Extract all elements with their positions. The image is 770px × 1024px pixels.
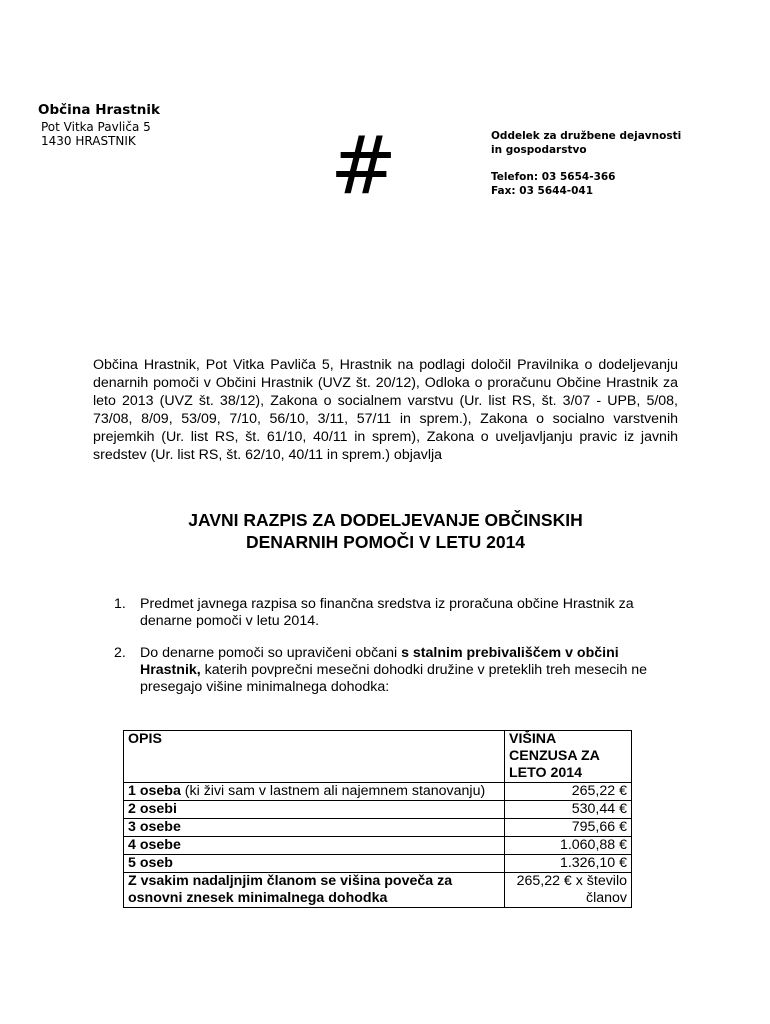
table-row: [124, 783, 632, 801]
row-label-bold: 2 osebi: [128, 801, 177, 817]
intro-paragraph: Občina Hrastnik, Pot Vitka Pavliča 5, Hrastnik na podlagi določil Pravilnika o dodeljevanju denarnih pomoči v Občini Hrastnik (UVZ št. 20/12), Odloka o proračunu Občine Hrastnik za leto 2013 (UVZ št. 38/12), Zakona o socialnem varstvu (Ur. list RS, št. 3/07 - UPB, 5/08, 73/08, 8/09, 53/09, 7/10, 56/10, 3/11, 57/11 in sprem.), Zakona o socialno varstvenih prejemkih (Ur. list RS, št. 61/10, 40/11 in sprem), Zakona o uveljavljanju pravic iz javnih sredstev (Ur. list RS, št. 62/10, 40/11 in sprem.) objavlja: [93, 357, 678, 463]
row-amount: 1.326,10 €: [505, 855, 632, 873]
department-line-1: Oddelek za družbene dejavnosti: [491, 130, 682, 142]
table-row: [124, 873, 632, 908]
phone-number: Telefon: 03 5654-366: [491, 171, 616, 183]
department-contact: [491, 130, 681, 198]
census-table: [123, 730, 632, 908]
row-label-bold: 5 oseb: [128, 855, 173, 871]
column-header-description: OPIS: [124, 731, 505, 783]
document-title: [93, 509, 678, 553]
row-label-bold: Z vsakim nadaljnjim članom se višina poveča za osnovni znesek minimalnega dohodka: [128, 873, 453, 906]
row-amount: 795,66 €: [505, 819, 632, 837]
fax-number: Fax: 03 5644-041: [491, 184, 594, 197]
municipality-crest: #: [330, 119, 398, 212]
list-item-text: [140, 645, 679, 696]
table-row: [124, 801, 632, 819]
list-item-text: Predmet javnega razpisa so finančna sredstva iz proračuna občine Hrastnik za denarne pomoči v letu 2014.: [140, 596, 634, 629]
row-label-note: (ki živi sam v lastnem ali najemnem stanovanju): [180, 783, 486, 799]
table-row: [124, 819, 632, 837]
row-label: [124, 837, 505, 855]
list-item-number: 1.: [114, 596, 126, 612]
row-label-bold: 4 osebe: [128, 837, 181, 853]
row-amount: 530,44 €: [505, 801, 632, 819]
table-header-row: [124, 731, 632, 783]
list-item-number: 2.: [114, 645, 126, 661]
address-line-street: Pot Vitka Pavliča 5: [41, 120, 151, 134]
title-line-2: DENARNIH POMOČI V LETU 2014: [245, 532, 526, 552]
list-item-text-end: katerih povprečni mesečni dohodki družine v preteklih treh mesecih ne presegajo višine minimalnega dohodka:: [140, 662, 648, 695]
row-label: [124, 801, 505, 819]
list-item-text-start: Do denarne pomoči so upravičeni občani: [140, 645, 402, 661]
row-label: [124, 855, 505, 873]
address-line-city: 1430 HRASTNIK: [41, 134, 136, 148]
row-amount: 265,22 €: [505, 783, 632, 801]
department-line-2: in gospodarstvo: [491, 143, 587, 156]
row-amount: 1.060,88 €: [505, 837, 632, 855]
municipality-address: [41, 120, 151, 148]
list-item: [114, 645, 679, 696]
list-item: [114, 596, 679, 630]
table-row: [124, 837, 632, 855]
row-label-bold: 3 osebe: [128, 819, 181, 835]
column-header-amount: VIŠINA CENZUSA ZA LETO 2014: [505, 731, 632, 783]
row-label: [124, 819, 505, 837]
numbered-list: [114, 596, 679, 711]
row-label-bold: 1 oseba: [128, 783, 181, 799]
municipality-name: Občina Hrastnik: [38, 102, 160, 118]
list-item-text-emphasis: s stalnim prebivališčem v občini Hrastnik,: [140, 645, 619, 678]
title-line-1: JAVNI RAZPIS ZA DODELJEVANJE OBČINSKIH: [188, 510, 583, 530]
table-row: [124, 855, 632, 873]
row-amount: 265,22 € x število članov: [505, 873, 632, 908]
row-label: [124, 873, 505, 908]
row-label: [124, 783, 505, 801]
